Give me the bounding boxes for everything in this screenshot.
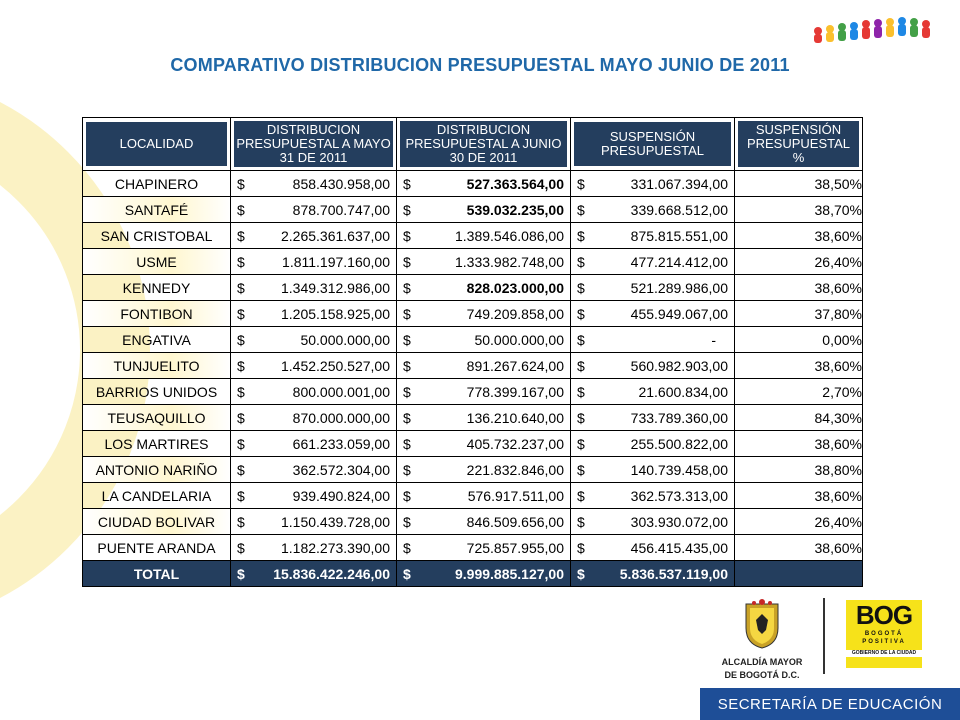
table-row bbox=[83, 535, 863, 561]
cell-localidad: ENGATIVA bbox=[83, 327, 231, 353]
coat-of-arms-icon bbox=[742, 598, 782, 650]
cell-mayo: $ 939.490.824,00 bbox=[231, 483, 397, 509]
total-junio: $ 9.999.885.127,00 bbox=[397, 561, 571, 587]
table-row bbox=[83, 197, 863, 223]
cell-pct: 84,30% bbox=[735, 405, 863, 431]
cell-pct: 26,40% bbox=[735, 509, 863, 535]
cell-pct: 38,70% bbox=[735, 197, 863, 223]
bogota-positiva-logo bbox=[846, 600, 922, 668]
cell-junio: $ 221.832.846,00 bbox=[397, 457, 571, 483]
cell-mayo: $ 1.182.273.390,00 bbox=[231, 535, 397, 561]
cell-junio: $ 405.732.237,00 bbox=[397, 431, 571, 457]
table-row bbox=[83, 275, 863, 301]
header-suspension-pct: SUSPENSIÓN PRESUPUESTAL % bbox=[735, 118, 863, 171]
cell-mayo: $ 878.700.747,00 bbox=[231, 197, 397, 223]
cell-mayo: $ 362.572.304,00 bbox=[231, 457, 397, 483]
cell-localidad: TEUSAQUILLO bbox=[83, 405, 231, 431]
cell-pct: 38,80% bbox=[735, 457, 863, 483]
cell-mayo: $ 1.452.250.527,00 bbox=[231, 353, 397, 379]
cell-mayo: $ 2.265.361.637,00 bbox=[231, 223, 397, 249]
bog-logo-text: BOG bbox=[855, 600, 913, 630]
cell-junio: $ 576.917.511,00 bbox=[397, 483, 571, 509]
cell-pct: 0,00% bbox=[735, 327, 863, 353]
cell-junio: $ 778.399.167,00 bbox=[397, 379, 571, 405]
cell-pct: 38,60% bbox=[735, 431, 863, 457]
cell-junio: $ 891.267.624,00 bbox=[397, 353, 571, 379]
cell-suspension: $ 477.214.412,00 bbox=[571, 249, 735, 275]
cell-pct: 38,60% bbox=[735, 483, 863, 509]
cell-mayo: $ 858.430.958,00 bbox=[231, 171, 397, 197]
footer-secretaria: SECRETARÍA DE EDUCACIÓN bbox=[700, 688, 960, 720]
cell-pct: 38,60% bbox=[735, 223, 863, 249]
cell-suspension: $ 362.573.313,00 bbox=[571, 483, 735, 509]
table-row bbox=[83, 483, 863, 509]
alcaldia-line2: DE BOGOTÁ D.C. bbox=[724, 670, 800, 680]
cell-localidad: KENNEDY bbox=[83, 275, 231, 301]
cell-localidad: SAN CRISTOBAL bbox=[83, 223, 231, 249]
cell-localidad: SANTAFÉ bbox=[83, 197, 231, 223]
cell-suspension: $ - bbox=[571, 327, 735, 353]
total-pct bbox=[735, 561, 863, 587]
table-row bbox=[83, 223, 863, 249]
table-row bbox=[83, 431, 863, 457]
alcaldia-line1: ALCALDÍA MAYOR bbox=[721, 657, 803, 667]
cell-mayo: $ 1.811.197.160,00 bbox=[231, 249, 397, 275]
cell-mayo: $ 1.349.312.986,00 bbox=[231, 275, 397, 301]
cell-junio: $ 1.389.546.086,00 bbox=[397, 223, 571, 249]
header-suspension: SUSPENSIÓN PRESUPUESTAL bbox=[571, 118, 735, 171]
bog-logo-subtitle: BOGOTÁ POSITIVA bbox=[862, 631, 906, 645]
cell-suspension: $ 560.982.903,00 bbox=[571, 353, 735, 379]
cell-suspension: $ 21.600.834,00 bbox=[571, 379, 735, 405]
cell-localidad: CIUDAD BOLIVAR bbox=[83, 509, 231, 535]
table-row bbox=[83, 509, 863, 535]
cell-pct: 38,60% bbox=[735, 535, 863, 561]
total-suspension: $ 5.836.537.119,00 bbox=[571, 561, 735, 587]
total-row bbox=[83, 561, 863, 587]
budget-table bbox=[82, 117, 863, 587]
cell-mayo: $ 1.205.158.925,00 bbox=[231, 301, 397, 327]
cell-suspension: $ 456.415.435,00 bbox=[571, 535, 735, 561]
cell-pct: 38,60% bbox=[735, 275, 863, 301]
cell-localidad: BARRIOS UNIDOS bbox=[83, 379, 231, 405]
table-row bbox=[83, 301, 863, 327]
cell-junio: $ 749.209.858,00 bbox=[397, 301, 571, 327]
header-mayo: DISTRIBUCION PRESUPUESTAL A MAYO 31 DE 2011 bbox=[231, 118, 397, 171]
cell-pct: 38,60% bbox=[735, 353, 863, 379]
alcaldia-logo bbox=[712, 598, 812, 681]
cell-suspension: $ 339.668.512,00 bbox=[571, 197, 735, 223]
cell-mayo: $ 50.000.000,00 bbox=[231, 327, 397, 353]
bog-logo-gov: GOBIERNO DE LA CIUDAD bbox=[846, 650, 922, 657]
cell-localidad: CHAPINERO bbox=[83, 171, 231, 197]
cell-localidad: ANTONIO NARIÑO bbox=[83, 457, 231, 483]
logo-divider bbox=[823, 598, 825, 674]
header-junio: DISTRIBUCION PRESUPUESTAL A JUNIO 30 DE 2011 bbox=[397, 118, 571, 171]
cell-mayo: $ 870.000.000,00 bbox=[231, 405, 397, 431]
cell-junio: $ 828.023.000,00 bbox=[397, 275, 571, 301]
total-label: TOTAL bbox=[83, 561, 231, 587]
header-localidad: LOCALIDAD bbox=[83, 118, 231, 171]
cell-suspension: $ 733.789.360,00 bbox=[571, 405, 735, 431]
cell-junio: $ 846.509.656,00 bbox=[397, 509, 571, 535]
cell-mayo: $ 1.150.439.728,00 bbox=[231, 509, 397, 535]
total-mayo: $ 15.836.422.246,00 bbox=[231, 561, 397, 587]
cell-localidad: LOS MARTIRES bbox=[83, 431, 231, 457]
cell-pct: 38,50% bbox=[735, 171, 863, 197]
cell-localidad: PUENTE ARANDA bbox=[83, 535, 231, 561]
cell-suspension: $ 303.930.072,00 bbox=[571, 509, 735, 535]
table-row bbox=[83, 379, 863, 405]
cell-pct: 26,40% bbox=[735, 249, 863, 275]
cell-suspension: $ 331.067.394,00 bbox=[571, 171, 735, 197]
cell-localidad: FONTIBON bbox=[83, 301, 231, 327]
cell-junio: $ 1.333.982.748,00 bbox=[397, 249, 571, 275]
cell-suspension: $ 140.739.458,00 bbox=[571, 457, 735, 483]
table-row bbox=[83, 405, 863, 431]
cell-junio: $ 725.857.955,00 bbox=[397, 535, 571, 561]
table-row bbox=[83, 327, 863, 353]
cell-junio: $ 136.210.640,00 bbox=[397, 405, 571, 431]
cell-suspension: $ 255.500.822,00 bbox=[571, 431, 735, 457]
cell-junio: $ 50.000.000,00 bbox=[397, 327, 571, 353]
table-row bbox=[83, 171, 863, 197]
cell-localidad: TUNJUELITO bbox=[83, 353, 231, 379]
people-figures-decoration bbox=[808, 14, 938, 44]
cell-mayo: $ 800.000.001,00 bbox=[231, 379, 397, 405]
cell-localidad: USME bbox=[83, 249, 231, 275]
table-row bbox=[83, 249, 863, 275]
table-row bbox=[83, 457, 863, 483]
cell-mayo: $ 661.233.059,00 bbox=[231, 431, 397, 457]
table-header-row bbox=[83, 118, 863, 171]
cell-suspension: $ 521.289.986,00 bbox=[571, 275, 735, 301]
page-title: COMPARATIVO DISTRIBUCION PRESUPUESTAL MAYO JUNIO DE 2011 bbox=[170, 55, 790, 75]
cell-suspension: $ 455.949.067,00 bbox=[571, 301, 735, 327]
table-row bbox=[83, 353, 863, 379]
cell-junio: $ 539.032.235,00 bbox=[397, 197, 571, 223]
cell-localidad: LA CANDELARIA bbox=[83, 483, 231, 509]
cell-pct: 37,80% bbox=[735, 301, 863, 327]
cell-pct: 2,70% bbox=[735, 379, 863, 405]
cell-suspension: $ 875.815.551,00 bbox=[571, 223, 735, 249]
cell-junio: $ 527.363.564,00 bbox=[397, 171, 571, 197]
